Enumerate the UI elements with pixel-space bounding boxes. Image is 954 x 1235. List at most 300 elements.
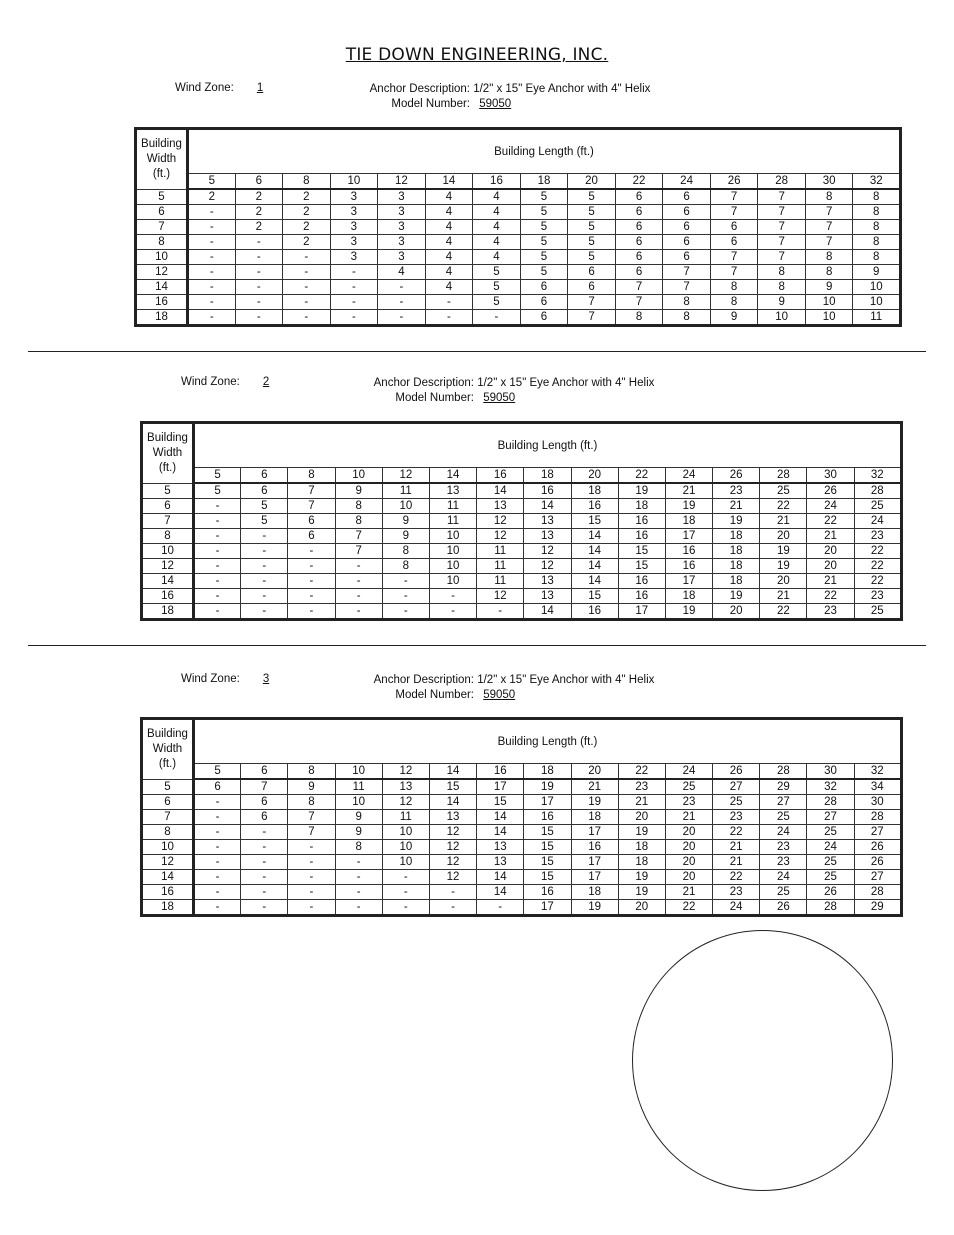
anchor-count-cell: 14 [524,499,571,514]
anchor-count-cell: 7 [805,220,853,235]
anchor-count-cell: - [194,810,241,825]
anchor-count-cell: 13 [524,574,571,589]
anchor-count-cell: 20 [618,900,665,916]
building-width-header [136,129,188,190]
anchor-count-cell: 5 [568,250,616,265]
length-header-cell: 32 [854,468,901,484]
length-header-cell: 18 [524,468,571,484]
anchor-count-cell: 7 [663,280,711,295]
anchor-count-cell: 13 [477,499,524,514]
anchor-count-cell: - [235,235,283,250]
anchor-count-cell: 22 [665,900,712,916]
length-header-cell: 8 [288,764,335,780]
anchor-count-cell: 19 [524,779,571,795]
length-header-cell: 18 [524,764,571,780]
length-values-row [142,764,902,780]
anchor-count-cell: 10 [382,499,429,514]
anchor-count-cell: 12 [477,529,524,544]
width-cell: 7 [142,514,194,529]
width-cell: 6 [142,795,194,810]
header-row [142,719,902,764]
anchor-count-cell: 17 [524,795,571,810]
anchor-count-cell: 9 [805,280,853,295]
anchor-count-cell: 6 [194,779,241,795]
table-row [142,574,902,589]
anchor-count-cell: 8 [853,189,901,205]
anchor-count-cell: 7 [335,529,382,544]
anchor-count-cell: 15 [524,825,571,840]
anchor-count-cell: 16 [524,810,571,825]
anchor-count-cell: - [283,295,331,310]
anchor-count-cell: - [194,795,241,810]
anchor-count-cell: 21 [760,589,807,604]
anchor-count-cell: - [425,310,473,326]
anchor-count-cell: 25 [854,499,901,514]
anchor-count-cell: - [235,295,283,310]
anchor-count-cell: 12 [429,840,476,855]
anchor-count-cell: 8 [758,265,806,280]
width-cell: 8 [142,529,194,544]
anchor-count-cell: 8 [710,280,758,295]
anchor-count-cell: 17 [665,529,712,544]
anchor-count-cell: 10 [853,295,901,310]
length-header-cell: 10 [330,174,378,190]
anchor-count-cell: 18 [618,499,665,514]
anchor-count-cell: 17 [571,870,618,885]
anchor-count-cell: 4 [425,189,473,205]
anchor-count-cell: 8 [853,220,901,235]
anchor-count-cell: 21 [665,885,712,900]
anchor-count-cell: 3 [330,235,378,250]
section-divider [28,351,926,352]
anchor-count-cell: 13 [477,855,524,870]
anchor-count-cell: 20 [807,544,854,559]
header-row [136,129,901,174]
anchor-count-cell: 19 [760,544,807,559]
anchor-count-cell: 23 [760,840,807,855]
anchor-count-cell: 8 [288,795,335,810]
anchor-count-cell: - [473,310,521,326]
length-header-cell: 8 [283,174,331,190]
anchor-count-cell: - [283,250,331,265]
anchor-count-cell: 14 [477,825,524,840]
anchor-count-cell: 3 [330,189,378,205]
anchor-count-cell: 25 [854,604,901,620]
anchor-count-cell: 22 [807,589,854,604]
anchor-count-cell: 18 [713,544,760,559]
anchor-count-cell: 6 [615,189,663,205]
anchor-count-cell: 24 [807,499,854,514]
anchor-count-cell: - [477,604,524,620]
anchor-count-cell: - [194,514,241,529]
anchor-count-cell: 18 [713,529,760,544]
length-header-cell: 20 [571,468,618,484]
anchor-count-cell: 13 [429,483,476,499]
anchor-count-cell: 10 [382,855,429,870]
anchor-count-cell: 4 [473,220,521,235]
anchor-count-cell: 13 [382,779,429,795]
anchor-count-cell: - [194,559,241,574]
length-header-cell: 8 [288,468,335,484]
wind-zone-value: 1 [256,82,264,94]
anchor-count-cell: 12 [429,855,476,870]
anchor-count-cell: 5 [473,280,521,295]
anchor-count-cell: 19 [618,885,665,900]
anchor-count-cell: 14 [524,604,571,620]
anchor-count-cell: 2 [283,235,331,250]
anchor-count-cell: 7 [241,779,288,795]
anchor-count-cell: 28 [854,810,901,825]
anchor-count-cell: - [429,589,476,604]
anchor-count-cell: 15 [429,779,476,795]
table-row [142,810,902,825]
anchor-count-cell: 6 [288,529,335,544]
anchor-count-cell: 18 [618,840,665,855]
anchor-count-cell: - [235,265,283,280]
width-cell: 7 [142,810,194,825]
anchor-count-cell: - [188,220,236,235]
anchor-count-cell: 5 [473,265,521,280]
anchor-count-cell: - [283,265,331,280]
building-width-header-line: Width [152,446,183,459]
anchor-count-cell: 4 [473,250,521,265]
anchor-count-cell: - [188,205,236,220]
anchor-count-cell: 5 [568,205,616,220]
anchor-count-cell: 18 [665,589,712,604]
anchor-count-cell: 21 [713,855,760,870]
anchor-count-cell: 11 [429,499,476,514]
anchor-count-cell: 16 [618,589,665,604]
anchor-count-cell: 6 [710,220,758,235]
table-row [142,559,902,574]
anchor-count-cell: 8 [710,295,758,310]
anchor-count-cell: 5 [520,235,568,250]
table-row [136,220,901,235]
anchor-count-cell: 6 [568,280,616,295]
table-row [142,885,902,900]
length-header-cell: 26 [713,468,760,484]
anchor-count-cell: 20 [760,574,807,589]
anchor-count-cell: - [288,574,335,589]
table-row [142,529,902,544]
length-header-cell: 20 [571,764,618,780]
anchor-count-cell: 5 [520,205,568,220]
wind-zone-label: Wind Zone: [181,376,240,388]
anchor-count-cell: 7 [663,265,711,280]
length-values-row [136,174,901,190]
anchor-count-cell: - [382,870,429,885]
anchor-table [134,127,902,327]
anchor-count-cell: 17 [524,900,571,916]
anchor-count-cell: 27 [854,825,901,840]
length-header-cell: 24 [663,174,711,190]
anchor-count-cell: - [241,574,288,589]
length-header-cell: 5 [188,174,236,190]
table-row [142,795,902,810]
table-row [142,514,902,529]
anchor-count-cell: - [288,840,335,855]
anchor-count-cell: 19 [713,514,760,529]
anchor-count-cell: 20 [713,604,760,620]
anchor-count-cell: - [382,589,429,604]
anchor-count-cell: 20 [807,559,854,574]
anchor-count-cell: 12 [382,795,429,810]
anchor-count-cell: - [288,885,335,900]
table-row [142,900,902,916]
table-row [136,205,901,220]
anchor-count-cell: 26 [760,900,807,916]
anchor-count-cell: - [188,235,236,250]
model-label: Model Number: [395,392,474,404]
anchor-count-cell: 18 [571,810,618,825]
anchor-count-cell: - [194,855,241,870]
anchor-count-cell: 5 [241,499,288,514]
anchor-count-cell: 14 [477,810,524,825]
table-row [142,544,902,559]
anchor-count-cell: 19 [618,870,665,885]
anchor-count-cell: 10 [335,795,382,810]
anchor-count-cell: 6 [615,205,663,220]
length-header-cell: 30 [805,174,853,190]
anchor-count-cell: 19 [760,559,807,574]
anchor-count-cell: 6 [663,220,711,235]
table-row [136,310,901,326]
anchor-count-cell: 11 [853,310,901,326]
anchor-count-cell: 9 [288,779,335,795]
length-header-cell: 5 [194,468,241,484]
width-cell: 10 [142,840,194,855]
anchor-count-cell: 9 [853,265,901,280]
anchor-count-cell: - [382,885,429,900]
table-row [142,855,902,870]
anchor-count-cell: 20 [665,825,712,840]
model-label: Model Number: [391,98,470,110]
table-row [136,265,901,280]
anchor-count-cell: 12 [524,559,571,574]
length-header-cell: 30 [807,764,854,780]
anchor-count-cell: - [335,604,382,620]
anchor-count-cell: 14 [429,795,476,810]
anchor-count-cell: 7 [710,189,758,205]
anchor-count-cell: - [241,855,288,870]
length-header-cell: 12 [382,764,429,780]
wind-zone-label: Wind Zone: [181,673,240,685]
anchor-count-cell: 6 [241,483,288,499]
anchor-count-cell: 19 [713,589,760,604]
wind-zone-field [181,673,289,685]
length-header-cell: 28 [760,764,807,780]
anchor-count-cell: 27 [854,870,901,885]
anchor-count-cell: 6 [615,220,663,235]
anchor-count-cell: 7 [335,544,382,559]
anchor-count-cell: - [429,885,476,900]
anchor-count-cell: 3 [378,189,426,205]
anchor-count-cell: 7 [288,810,335,825]
anchor-count-cell: 10 [805,295,853,310]
anchor-count-cell: 22 [854,574,901,589]
anchor-count-cell: 11 [477,544,524,559]
anchor-count-cell: 20 [665,870,712,885]
anchor-count-cell: 5 [568,220,616,235]
width-cell: 18 [136,310,188,326]
wind-zone-field [175,82,283,94]
anchor-count-cell: 14 [477,483,524,499]
anchor-count-cell: 7 [288,483,335,499]
anchor-count-cell: - [241,559,288,574]
anchor-count-cell: 2 [283,205,331,220]
anchor-count-cell: - [378,280,426,295]
wind-zone-field [181,376,289,388]
anchor-count-cell: 9 [758,295,806,310]
anchor-count-cell: 23 [854,589,901,604]
anchor-count-cell: 7 [288,825,335,840]
length-header-cell: 24 [665,764,712,780]
table-row [136,189,901,205]
anchor-count-cell: 20 [760,529,807,544]
anchor-count-cell: 21 [807,574,854,589]
length-header-cell: 22 [618,764,665,780]
table-row [136,280,901,295]
anchor-count-cell: 14 [571,574,618,589]
table-row [142,604,902,620]
anchor-count-cell: - [241,604,288,620]
anchor-count-cell: 2 [283,220,331,235]
building-width-header [142,719,194,780]
width-cell: 16 [142,589,194,604]
anchor-count-cell: 18 [713,559,760,574]
width-cell: 8 [136,235,188,250]
anchor-count-cell: 14 [571,544,618,559]
width-cell: 10 [142,544,194,559]
width-cell: 8 [142,825,194,840]
width-cell: 12 [142,559,194,574]
anchor-count-cell: 7 [805,205,853,220]
building-width-header-line: Building [147,727,188,740]
anchor-count-cell: - [335,574,382,589]
anchor-count-cell: - [288,544,335,559]
anchor-count-cell: 3 [378,205,426,220]
anchor-count-cell: 2 [283,189,331,205]
anchor-count-cell: 4 [425,220,473,235]
length-header-cell: 14 [429,764,476,780]
anchor-count-cell: 20 [665,840,712,855]
anchor-count-cell: - [288,559,335,574]
anchor-count-cell: - [283,310,331,326]
length-header-cell: 24 [665,468,712,484]
anchor-count-cell: 2 [235,205,283,220]
anchor-count-cell: 7 [758,189,806,205]
table-row [142,825,902,840]
anchor-count-cell: 9 [710,310,758,326]
anchor-count-cell: 5 [194,483,241,499]
anchor-count-cell: 32 [807,779,854,795]
anchor-count-cell: 21 [713,499,760,514]
anchor-count-cell: 18 [665,514,712,529]
anchor-count-cell: 15 [571,589,618,604]
anchor-count-cell: - [288,604,335,620]
anchor-count-cell: 19 [618,825,665,840]
anchor-count-cell: 5 [520,265,568,280]
anchor-count-cell: - [378,295,426,310]
anchor-count-cell: 7 [568,310,616,326]
length-header-cell: 12 [382,468,429,484]
anchor-count-cell: 16 [618,529,665,544]
anchor-count-cell: 17 [618,604,665,620]
anchor-count-cell: 6 [615,235,663,250]
anchor-count-cell: 8 [805,189,853,205]
length-values-row [142,468,902,484]
anchor-desc-label: Anchor Description: [373,674,474,686]
anchor-desc-label: Anchor Description: [373,377,474,389]
anchor-count-cell: 23 [854,529,901,544]
anchor-count-cell: - [330,295,378,310]
anchor-count-cell: 7 [710,205,758,220]
anchor-count-cell: 21 [618,795,665,810]
anchor-count-cell: 13 [524,514,571,529]
anchor-count-cell: - [235,280,283,295]
anchor-count-cell: 5 [568,235,616,250]
anchor-count-cell: 26 [854,855,901,870]
anchor-count-cell: 24 [760,870,807,885]
anchor-count-cell: - [288,870,335,885]
anchor-count-cell: - [241,544,288,559]
anchor-count-cell: - [241,529,288,544]
table-row [136,295,901,310]
anchor-count-cell: 23 [760,855,807,870]
length-header-cell: 10 [335,764,382,780]
anchor-count-cell: 3 [330,205,378,220]
length-header-cell: 6 [241,468,288,484]
anchor-count-cell: - [194,870,241,885]
table-row [142,840,902,855]
blank-circle [632,930,893,1191]
anchor-count-cell: 25 [807,825,854,840]
table-row [136,235,901,250]
anchor-count-cell: 23 [618,779,665,795]
anchor-count-cell: 16 [524,483,571,499]
anchor-count-cell: 18 [713,574,760,589]
length-header-cell: 6 [235,174,283,190]
anchor-count-cell: 11 [382,810,429,825]
anchor-count-cell: 14 [477,885,524,900]
anchor-count-cell: 22 [713,870,760,885]
anchor-count-cell: - [335,589,382,604]
anchor-count-cell: - [382,900,429,916]
anchor-count-cell: 26 [807,483,854,499]
building-length-header: Building Length (ft.) [188,129,901,174]
anchor-count-cell: 8 [758,280,806,295]
anchor-count-cell: 5 [473,295,521,310]
anchor-count-cell: - [194,604,241,620]
wind-zone-value: 3 [262,673,270,685]
anchor-count-cell: - [194,825,241,840]
building-width-header-line: (ft.) [158,461,177,474]
building-length-header: Building Length (ft.) [194,719,902,764]
anchor-table [140,717,903,917]
anchor-count-cell: 11 [335,779,382,795]
anchor-count-cell: 4 [425,250,473,265]
anchor-count-cell: 16 [571,840,618,855]
width-cell: 14 [136,280,188,295]
width-cell: 6 [142,499,194,514]
anchor-count-cell: 3 [378,250,426,265]
anchor-count-cell: - [330,310,378,326]
anchor-count-cell: - [429,900,476,916]
anchor-count-cell: 6 [568,265,616,280]
anchor-count-cell: 16 [524,885,571,900]
anchor-count-cell: 7 [805,235,853,250]
anchor-count-cell: 10 [429,544,476,559]
